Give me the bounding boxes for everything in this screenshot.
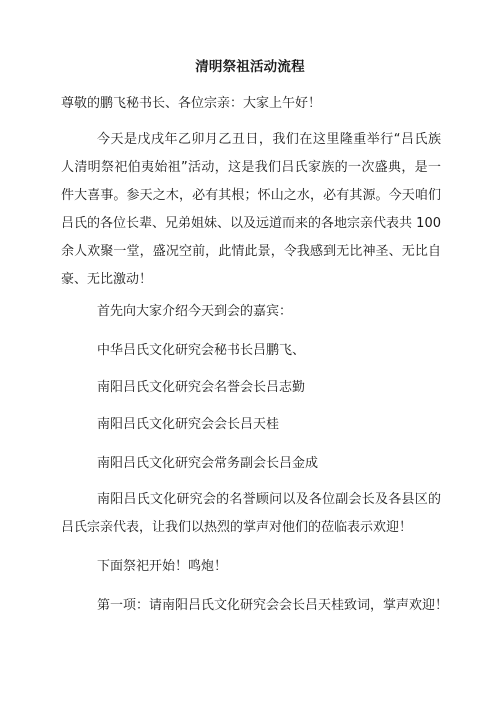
guest-intro: 首先向大家介绍今天到会的嘉宾： <box>97 304 293 319</box>
guest-item: 中华吕氏文化研究会秘书长吕鹏飞、 <box>97 343 306 358</box>
guest-item: 南阳吕氏文化研究会名誉会长吕志勤 <box>97 380 306 395</box>
agenda-item-1: 第一项：请南阳吕氏文化研究会会长吕天桂致词，掌声欢迎！ <box>97 598 449 613</box>
guest-item: 南阳吕氏文化研究会常务副会长吕金成 <box>97 456 319 471</box>
document-title: 清明祭祖活动流程 <box>195 59 305 75</box>
paragraph-welcome: 南阳吕氏文化研究会的名誉顾问以及各位副会长及各县区的吕氏宗亲代表，让我们以热烈的掌声对他们的莅临表示欢迎！ <box>61 492 441 535</box>
greeting: 尊敬的鹏飞秘书长、各位宗亲：大家上午好！ <box>61 96 322 111</box>
guest-item: 南阳吕氏文化研究会会长吕天桂 <box>97 417 280 432</box>
ceremony-start: 下面祭祀开始！鸣炮！ <box>97 559 228 574</box>
paragraph-opening: 今天是戊戌年乙卯月乙丑日，我们在这里隆重举行“吕氏族人清明祭祀伯夷始祖”活动，这是我们吕氏家族的一次盛典，是一件大喜事。参天之木，必有其根；怀山之水，必有其源。今天咱们吕氏的各位长辈、兄弟姐妹、以及远道而来的各地宗亲代表共 100 余人欢聚一堂，盛况空前，此情此景，令我感到无比神圣、无比自豪、无比激动！ <box>61 132 441 287</box>
